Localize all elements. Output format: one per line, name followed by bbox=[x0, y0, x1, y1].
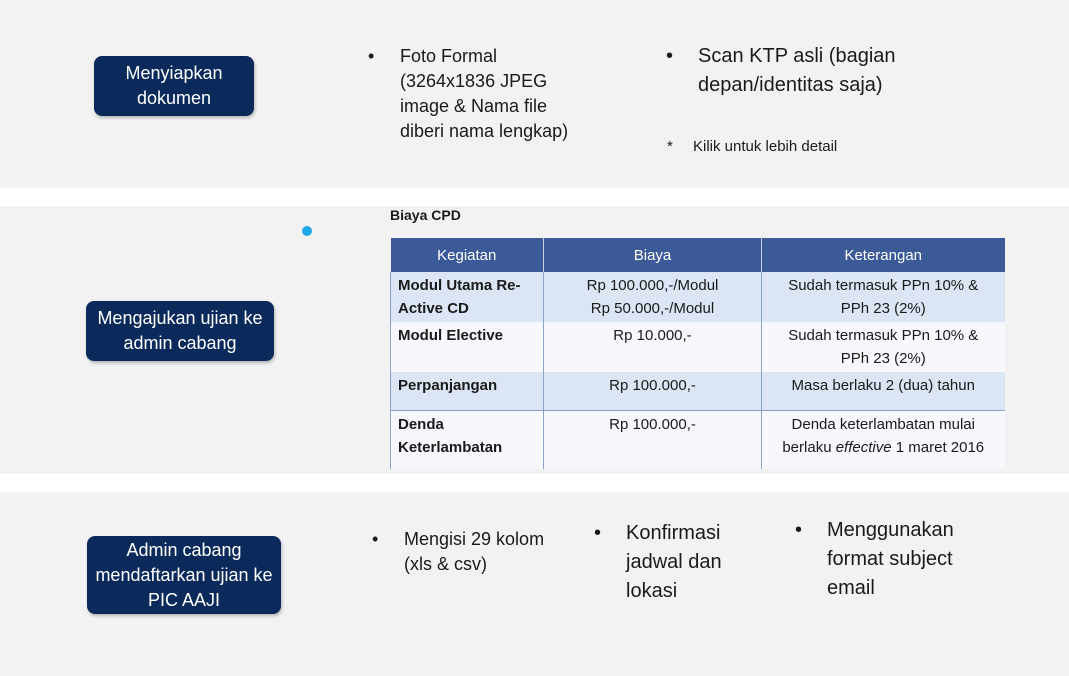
keterangan-text-end: 1 maret 2016 bbox=[891, 439, 985, 456]
bullet-icon: • bbox=[368, 46, 375, 66]
cell-keterangan: Masa berlaku 2 (dua) tahun bbox=[762, 372, 1005, 411]
table-row bbox=[391, 272, 1005, 322]
bullet-icon: • bbox=[795, 519, 803, 541]
bullet-text: Menggunakan format subject email bbox=[827, 519, 954, 599]
bullet-icon: • bbox=[372, 529, 379, 549]
bullet-text: Mengisi 29 kolom (xls & csv) bbox=[404, 529, 545, 574]
keterangan-text: Denda keterlambatan mulai berlaku bbox=[782, 416, 975, 456]
bullet-text: Scan KTP asli (bagian depan/identitas saja) bbox=[698, 45, 896, 96]
biaya-cpd-table bbox=[390, 238, 1005, 469]
cell-biaya: Rp 10.000,- bbox=[544, 322, 762, 372]
step-submit-exam-box[interactable]: Mengajukan ujian ke admin cabang bbox=[86, 301, 274, 361]
table-row bbox=[391, 372, 1005, 411]
cell-biaya: Rp 100.000,-/Modul Rp 50.000,-/Modul bbox=[544, 272, 762, 322]
cell-biaya: Rp 100.000,- bbox=[544, 372, 762, 411]
asterisk-icon: * bbox=[667, 138, 673, 155]
bullet-icon: • bbox=[666, 45, 674, 67]
bullet-foto-formal bbox=[368, 44, 628, 144]
bullet-text: Konfirmasi jadwal dan lokasi bbox=[626, 522, 722, 602]
table-row bbox=[391, 411, 1005, 470]
cell-kegiatan: Modul Elective bbox=[391, 322, 544, 372]
cell-kegiatan: Perpanjangan bbox=[391, 372, 544, 411]
cell-keterangan: Sudah termasuk PPn 10% & PPh 23 (2%) bbox=[762, 272, 1005, 322]
cell-kegiatan: Modul Utama Re- Active CD bbox=[391, 272, 544, 322]
bullet-scan-ktp bbox=[666, 42, 966, 100]
detail-note-link[interactable] bbox=[667, 137, 837, 157]
cell-keterangan: Sudah termasuk PPn 10% & PPh 23 (2%) bbox=[762, 322, 1005, 372]
cell-biaya: Rp 100.000,- bbox=[544, 411, 762, 470]
bullet-icon: • bbox=[594, 522, 602, 544]
bullet-mengisi-kolom bbox=[372, 527, 572, 577]
header-keterangan: Keterangan bbox=[762, 238, 1005, 272]
cell-kegiatan: Denda Keterlambatan bbox=[391, 411, 544, 470]
detail-note-text: Kilik untuk lebih detail bbox=[693, 138, 838, 155]
table-row bbox=[391, 322, 1005, 372]
cell-keterangan bbox=[762, 411, 1005, 470]
keterangan-emphasis: effective bbox=[835, 439, 892, 456]
bullet-format-subject bbox=[795, 516, 1015, 603]
step-register-exam-box[interactable]: Admin cabang mendaftarkan ujian ke PIC AAJI bbox=[87, 536, 281, 614]
header-kegiatan: Kegiatan bbox=[391, 238, 544, 272]
header-biaya: Biaya bbox=[544, 238, 762, 272]
table-header-row bbox=[391, 238, 1005, 272]
bullet-text: Foto Formal (3264x1836 JPEG image & Nama file diberi nama lengkap) bbox=[400, 46, 569, 141]
bullet-konfirmasi-jadwal bbox=[594, 519, 774, 606]
table-title: Biaya CPD bbox=[390, 207, 461, 223]
step-prepare-documents-box[interactable]: Menyiapkan dokumen bbox=[94, 56, 254, 116]
blue-dot-icon bbox=[302, 226, 312, 236]
